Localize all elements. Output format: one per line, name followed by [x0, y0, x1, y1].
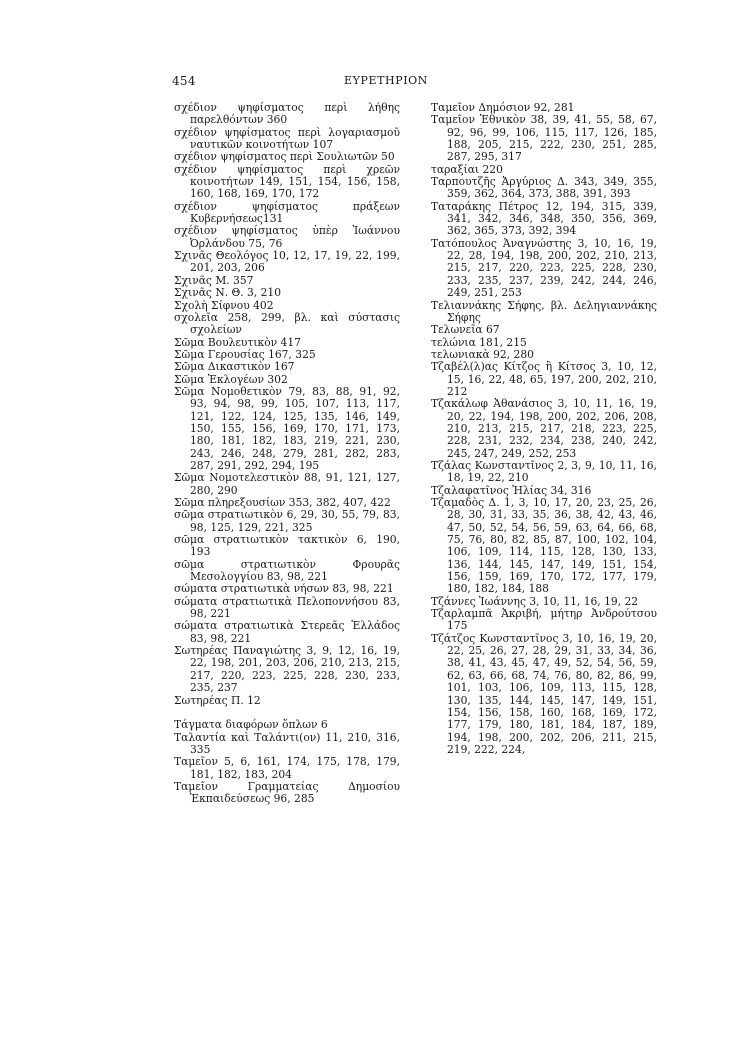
- index-entry: Σχινᾶς Ν. Θ. 3, 210: [174, 286, 282, 300]
- index-entry: Τζάλας Κωνσταντῖνος 2, 3, 9, 10, 11, 16, 18, 19, 22, 210: [431, 458, 657, 485]
- index-entry: Σῶμα Νομοτελεστικὸν 88, 91, 121, 127, 280, 290: [174, 471, 400, 497]
- running-head: ΕΥΡΕΤΗΡΙΟΝ: [343, 74, 429, 87]
- index-entry: σῶμα στρατιωτικὸν Φρουρᾶς Μεσολογγίου 83, 98, 221: [174, 557, 400, 584]
- index-entry: Τατόπουλος Ἀναγνώστης 3, 10, 16, 19, 22, 28, 194, 198, 200, 202, 210, 213, 215, 217, 220, 223, 225, 228, 230, 233, 235, 237, 239, 242, 244, 246, 249, 251, 253: [431, 236, 657, 300]
- index-entry: Ταμεῖον 5, 6, 161, 174, 175, 178, 179, 181, 182, 183, 204: [174, 755, 400, 781]
- index-entry: σχέδιον ψηφίσματος περὶ Σουλιωτῶν 50: [174, 150, 395, 164]
- index-entry: Τζάτζος Κωνσταντῖνος 3, 10, 16, 19, 20, 22, 25, 26, 27, 28, 29, 31, 33, 34, 36, 38, 41, 43, 45, 47, 49, 52, 54, 56, 59, 62, 63, 66, 68, 74, 76, 80, 82, 86, 99, 101, 103, 106, 109, 113, 115, 128, 130, 135, 144, 145, 147, 149, 151, 154, 156, 158, 160, 168, 169, 172, 177, 179, 180, 181, 184, 187, 189, 194, 198, 200, 202, 206, 211, 215, 219, 222, 224,: [431, 631, 657, 756]
- index-column-right: [431, 102, 657, 756]
- index-entry: σχολεῖα 258, 299, βλ. καὶ σύστασις σχολείων: [174, 310, 400, 337]
- index-entry: Ταρπουτζῆς Ἀργύριος Δ. 343, 349, 355, 359, 362, 364, 373, 388, 391, 393: [431, 175, 657, 201]
- index-entry: Τζαβέλ(λ)ας Κίτζος ἢ Κίτσος 3, 10, 12, 15, 16, 22, 48, 65, 197, 200, 202, 210, 212: [431, 360, 657, 398]
- index-entry: σχέδιον ψηφίσματος περὶ λογαριασμοῦ ναυτικῶν κοινοτήτων 107: [174, 125, 400, 152]
- index-entry: Τάγματα διαφόρων ὅπλων 6: [174, 718, 328, 732]
- index-entry: σώματα στρατιωτικὰ Στερεᾶς Ἑλλάδος 83, 98, 221: [174, 619, 400, 645]
- index-entry: Σωτηρέας Π. 12: [174, 693, 261, 707]
- index-entry: Σῶμα πληρεξουσίων 353, 382, 407, 422: [174, 496, 391, 509]
- index-column-left: [174, 102, 400, 806]
- index-entry: σῶμα στρατιωτικὸν τακτικὸν 6, 190, 193: [174, 533, 400, 559]
- index-entry: σχέδιον ψηφίσματος ὑπὲρ Ἰωάννου Ὀρλάνδου 75, 76: [174, 224, 400, 250]
- index-entry: Τελωνεῖα 67: [431, 323, 500, 337]
- index-entry: σῶμα στρατιωτικὸν 6, 29, 30, 55, 79, 83, 98, 125, 129, 221, 325: [174, 508, 400, 534]
- index-entry: Ταμεῖον Γραμματείας Δημοσίου Ἐκπαιδεύσεως 96, 285: [174, 779, 400, 806]
- index-entry: Σῶμα Γερουσίας 167, 325: [174, 347, 316, 361]
- index-entry: Σωτηρέας Παναγιώτης 3, 9, 12, 16, 19, 22, 198, 201, 203, 206, 210, 213, 215, 217, 220, 223, 225, 228, 230, 233, 235, 237: [174, 644, 400, 695]
- index-entry: Σχινᾶς Θεολόγος 10, 12, 17, 19, 22, 199, 201, 203, 206: [174, 249, 400, 275]
- index-entry: Τζαρλαμπᾶ Ἀκριβή, μήτηρ Ἀνδρούτσου 175: [431, 607, 657, 633]
- index-entry: σώματα στρατιωτικὰ νήσων 83, 98, 221: [174, 582, 394, 596]
- index-entry: ταραξίαι 220: [431, 162, 503, 176]
- index-entry: Τζακάλωφ Ἀθανάσιος 3, 10, 11, 16, 19, 20, 22, 194, 198, 200, 202, 206, 208, 210, 213, 215, 217, 218, 223, 225, 228, 231, 232, 234, 238, 240, 242, 245, 247, 249, 252, 253: [431, 397, 657, 460]
- index-entry: Ταμεῖον Ἐθνικὸν 38, 39, 41, 55, 58, 67, 92, 96, 99, 106, 115, 117, 126, 185, 188, 205, 215, 222, 230, 251, 285, 287, 295, 317: [431, 113, 657, 164]
- index-entry: Ταλαντία καὶ Ταλάντι(ον) 11, 210, 316, 335: [174, 730, 400, 756]
- index-entry: σχέδιον ψηφίσματος περὶ χρεῶν κοινοτήτων 149, 151, 154, 156, 158, 160, 168, 169, 170, 172: [174, 162, 400, 201]
- index-entry: Τελιαννάκης Σήφης, βλ. Δεληγιαννάκης Σήφης: [431, 298, 657, 324]
- index-entry: Τζάννες Ἰωάννης 3, 10, 11, 16, 19, 22: [431, 594, 639, 608]
- index-entry: Σῶμα Νομοθετικὸν 79, 83, 88, 91, 92, 93, 94, 98, 99, 105, 107, 113, 117, 121, 122, 124, 125, 135, 146, 149, 150, 155, 156, 169, 170, 171, 173, 180, 181, 182, 183, 219, 221, 230, 243, 246, 248, 279, 281, 282, 283, 287, 291, 292, 294, 195: [174, 384, 400, 472]
- index-entry: Τζαλαφατῖνος Ἠλίας 34, 316: [431, 483, 592, 497]
- index-entry: τελωνιακὰ 92, 280: [431, 347, 534, 361]
- index-entry: Σχολὴ Σίφνου 402: [174, 298, 274, 312]
- index-entry: Ταταράκης Πέτρος 12, 194, 315, 339, 341, 342, 346, 348, 350, 356, 369, 362, 365, 373, 392, 394: [431, 199, 657, 238]
- index-entry: σχέδιον ψηφίσματος πράξεων Κυβερνήσεως131: [174, 199, 400, 226]
- page-number: 454: [172, 74, 196, 88]
- index-entry: τελώνια 181, 215: [431, 335, 527, 349]
- index-entry: Σῶμα Ἐκλογέων 302: [174, 372, 288, 386]
- index-entry: σχέδιον ψηφίσματος περὶ λήθης παρελθόντων 360: [174, 101, 400, 127]
- index-entry: σώματα στρατιωτικὰ Πελοποννήσου 83, 98, 221: [174, 594, 400, 621]
- index-entry: Ταμεῖον Δημόσιον 92, 281: [431, 101, 575, 114]
- index-entry: Τζαμαδὸς Δ. 1, 3, 10, 17, 20, 23, 25, 26, 28, 30, 31, 33, 35, 36, 38, 42, 43, 46, 47, 50, 52, 54, 56, 59, 63, 64, 66, 68, 75, 76, 80, 82, 85, 87, 100, 102, 104, 106, 109, 114, 115, 128, 130, 133, 136, 144, 145, 147, 149, 151, 154, 156, 159, 169, 170, 172, 177, 179, 180, 182, 184, 188: [431, 496, 657, 596]
- index-entry: Σχινᾶς Μ. 357: [174, 273, 254, 287]
- index-entry: Σῶμα Βουλευτικὸν 417: [174, 335, 301, 349]
- index-entry: Σῶμα Δικαστικὸν 167: [174, 360, 295, 374]
